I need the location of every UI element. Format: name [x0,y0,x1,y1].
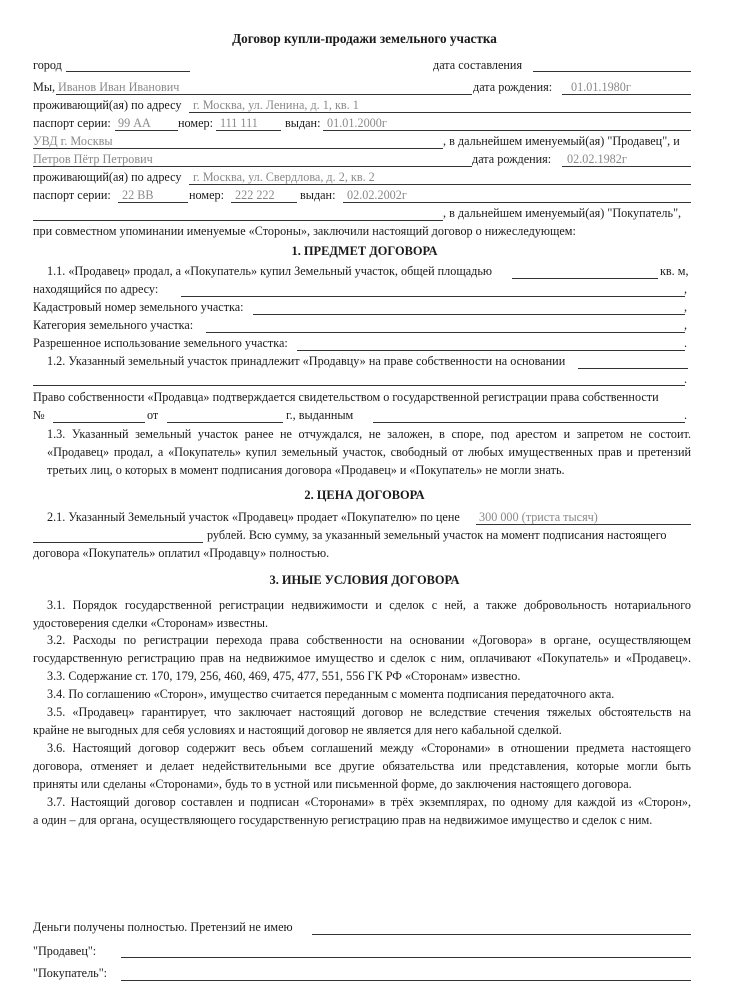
buyer-address-field[interactable] [189,184,691,185]
seller-issued-value: 01.01.2000г [327,116,387,130]
area-field[interactable] [512,278,658,279]
clause-3-7: 3.7. Настоящий договор составлен и подписан «Сторонами» в трёх экземплярах, по одному для каждой из «Сторон», а один – для органа, осуществляющего государственную регистрацию прав на недвижимое имущество и сделок с ним. [33,795,691,827]
rubles-text: рублей. Всю сумму, за указанный земельный участок на момент подписания настоящего [207,528,667,542]
date-field[interactable] [533,71,691,72]
seller-dob-label: дата рождения: [473,80,553,94]
clause-3-1: 3.1. Порядок государственной регистрации недвижимости и сделок с ней, а также добровольность нотариального удостоверения сделки «Сторонам» известны. [33,598,691,630]
address-field[interactable] [181,296,685,297]
buyer-name-value: Петров Пётр Петрович [33,152,153,166]
certificate-date-field[interactable] [167,422,283,423]
seller-issued-label: выдан: [285,116,321,130]
buyer-number-label: номер: [189,188,224,202]
buyer-dob-label: дата рождения: [472,152,552,166]
seller-address-value: г. Москва, ул. Ленина, д. 1, кв. 1 [193,98,359,112]
buyer-residing-label: проживающий(ая) по адресу [33,170,182,184]
seller-number-value: 111 111 [220,116,258,130]
buyer-number-value: 222 222 [235,188,275,202]
city-label: город [33,58,62,72]
seller-signature-label: "Продавец": [33,944,97,958]
permitted-label: Разрешенное использование земельного участка: [33,336,288,350]
cadastral-label: Кадастровый номер земельного участка: [33,300,244,314]
issued-by-period: . [684,408,688,422]
money-received-text: Деньги получены полностью. Претензий не имею [33,920,293,934]
clause-1-3: 1.3. Указанный земельный участок ранее не отчуждался, не заложен, в споре, под арестом и запретом не состоит. «Продавец» продал, а «Покупатель» купил земельный участок, свободный от любых имущественных прав и претензий третьих лиц, о которых в момент подписания договора «Продавец» и «Покупатель» не могли знать. [47,427,691,477]
price-words-field[interactable] [33,542,203,543]
permitted-field[interactable] [297,350,685,351]
price-field[interactable] [476,524,691,525]
seller-role-text: , в дальнейшем именуемый(ая) "Продавец", и [443,134,680,148]
buyer-series-label: паспорт серии: [33,188,111,202]
basis-field-2[interactable] [33,385,685,386]
located-comma: , [684,282,688,296]
buyer-issued-label: выдан: [300,188,336,202]
category-comma: , [684,318,688,332]
money-received-signature-field[interactable] [312,934,691,935]
buyer-address-value: г. Москва, ул. Свердлова, д. 2, кв. 2 [193,170,375,184]
city-field[interactable] [66,71,190,72]
clause-3-4: 3.4. По соглашению «Сторон», имущество считается переданным с момента подписания передаточного акта. [47,687,615,701]
seller-series-value: 99 АА [118,116,151,130]
we-label: Мы, [33,80,56,94]
buyer-signature-field[interactable] [121,980,691,981]
seller-number-field[interactable] [216,130,281,131]
buyer-name-field[interactable] [33,166,472,167]
date-label: дата составления [433,58,523,72]
seller-series-label: паспорт серии: [33,116,111,130]
buyer-signature-label: "Покупатель": [33,966,108,980]
buyer-number-field[interactable] [231,202,297,203]
section3-heading: 3. ИНЫЕ УСЛОВИЯ ДОГОВОРА [269,573,460,587]
issued-by-label: г., выданным [286,408,354,422]
section1-heading: 1. ПРЕДМЕТ ДОГОВОРА [291,244,438,258]
cadastral-comma: , [684,300,688,314]
section2-heading: 2. ЦЕНА ДОГОВОРА [304,488,425,502]
certificate-from-label: от [147,408,159,422]
seller-number-label: номер: [178,116,213,130]
buyer-series-value: 22 ВВ [122,188,154,202]
certificate-no-label: № [33,408,45,422]
paid-text: договора «Покупатель» оплатил «Продавцу» полностью. [33,546,330,560]
buyer-role-text: , в дальнейшем именуемый(ая) "Покупатель", [443,206,682,220]
seller-issuer-field[interactable] [33,148,443,149]
clause-3-6: 3.6. Настоящий договор содержит весь объем соглашений между «Сторонами» в отношении предмета настоящего договора, отменяет и делает недействительными все другие обязательства или представления, которые могли быть приняты или сделаны «Сторонами», будь то в устной или письменной форме, до заключения настоящего договора. [33,741,691,791]
clause-2-1: 2.1. Указанный Земельный участок «Продавец» продает «Покупателю» по цене [47,510,460,524]
buyer-dob-value: 02.02.1982г [567,152,627,166]
seller-name-value: Иванов Иван Иванович [58,80,180,94]
clause-1-2: 1.2. Указанный земельный участок принадлежит «Продавцу» на праве собственности на основании [47,354,566,368]
buyer-issued-value: 02.02.2002г [347,188,407,202]
seller-address-field[interactable] [189,112,691,113]
seller-dob-field[interactable] [562,94,691,95]
document-title: Договор купли-продажи земельного участка [232,31,497,46]
sqm-label: кв. м, [660,264,689,278]
buyer-issuer-field[interactable] [33,220,443,221]
seller-name-field[interactable] [56,94,472,95]
clause-3-3: 3.3. Содержание ст. 170, 179, 256, 460, 469, 475, 477, 551, 556 ГК РФ «Сторонам» известно. [47,669,521,683]
certificate-no-field[interactable] [53,422,145,423]
joint-text: при совместном упоминании именуемые «Стороны», заключили настоящий договор о нижеследующем: [33,224,576,238]
cadastral-field[interactable] [253,314,685,315]
seller-residing-label: проживающий(ая) по адресу [33,98,182,112]
seller-issuer-value: УВД г. Москвы [33,134,113,148]
buyer-dob-field[interactable] [562,166,691,167]
clause-3-5: 3.5. «Продавец» гарантирует, что заключает настоящий договор не вследствие стечения тяжелых обстоятельств на крайне не выгодных для себя условиях и настоящий договор не является для него кабальной сделкой. [33,705,691,737]
basis-period: . [684,372,688,386]
ownership-text: Право собственности «Продавца» подтверждается свидетельством о государственной регистрации права собственности [33,390,659,404]
buyer-issued-field[interactable] [343,202,691,203]
seller-dob-value: 01.01.1980г [571,80,631,94]
clause-1-1: 1.1. «Продавец» продал, а «Покупатель» купил Земельный участок, общей площадью [47,264,492,278]
seller-series-field[interactable] [115,130,178,131]
buyer-series-field[interactable] [118,202,188,203]
located-label: находящийся по адресу: [33,282,159,296]
issued-by-field[interactable] [373,422,685,423]
seller-issued-field[interactable] [323,130,691,131]
clause-3-2: 3.2. Расходы по регистрации перехода права собственности на основании «Договора» в органе, осуществляющем государственную регистрацию прав на недвижимое имущество и сделок с ним, оплачивают «Покупатель» и «Продавец». [33,633,691,665]
category-label: Категория земельного участка: [33,318,194,332]
basis-field[interactable] [578,368,688,369]
seller-signature-field[interactable] [121,957,691,958]
price-value: 300 000 (триста тысяч) [479,510,598,524]
permitted-period: . [684,336,688,350]
category-field[interactable] [206,332,685,333]
